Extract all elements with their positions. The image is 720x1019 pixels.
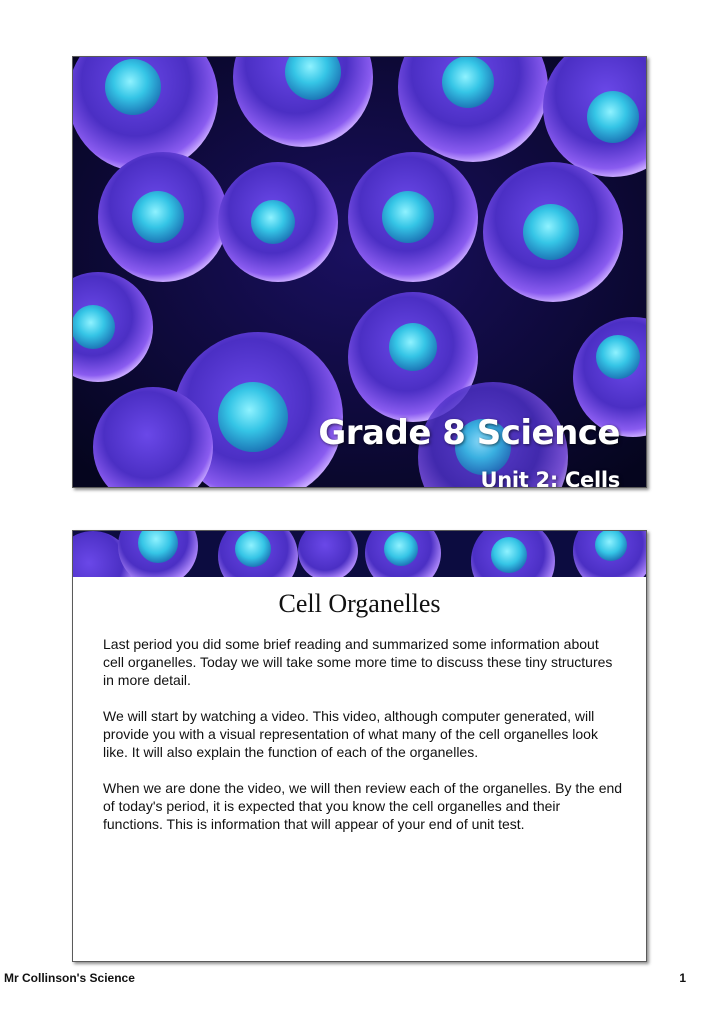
paragraph: We will start by watching a video. This video, although computer generated, will provide you with a visual representation of what many of the cell organelles look like. It will also explain the function of each of the organelles. [103,708,598,760]
cells-banner-image [73,531,646,577]
title-slide [72,56,647,488]
slide-title: Grade 8 Science [318,413,620,453]
slide-body [103,635,623,851]
slide-title: Cell Organelles [278,589,441,618]
paragraph: Last period you did some brief reading and summarized some information about cell organelles. Today we will take some more time to discuss these tiny structures in more detail. [103,636,613,688]
content-slide [72,530,647,962]
paragraph: When we are done the video, we will then review each of the organelles. By the end of today's period, it is expected that you know the cell organelles and their functions. This is information that will appear of your end of unit test. [103,780,623,832]
slide-subtitle: Unit 2: Cells [480,468,620,488]
page-number: 1 [679,971,686,985]
footer-author: Mr Collinson's Science [4,971,135,985]
